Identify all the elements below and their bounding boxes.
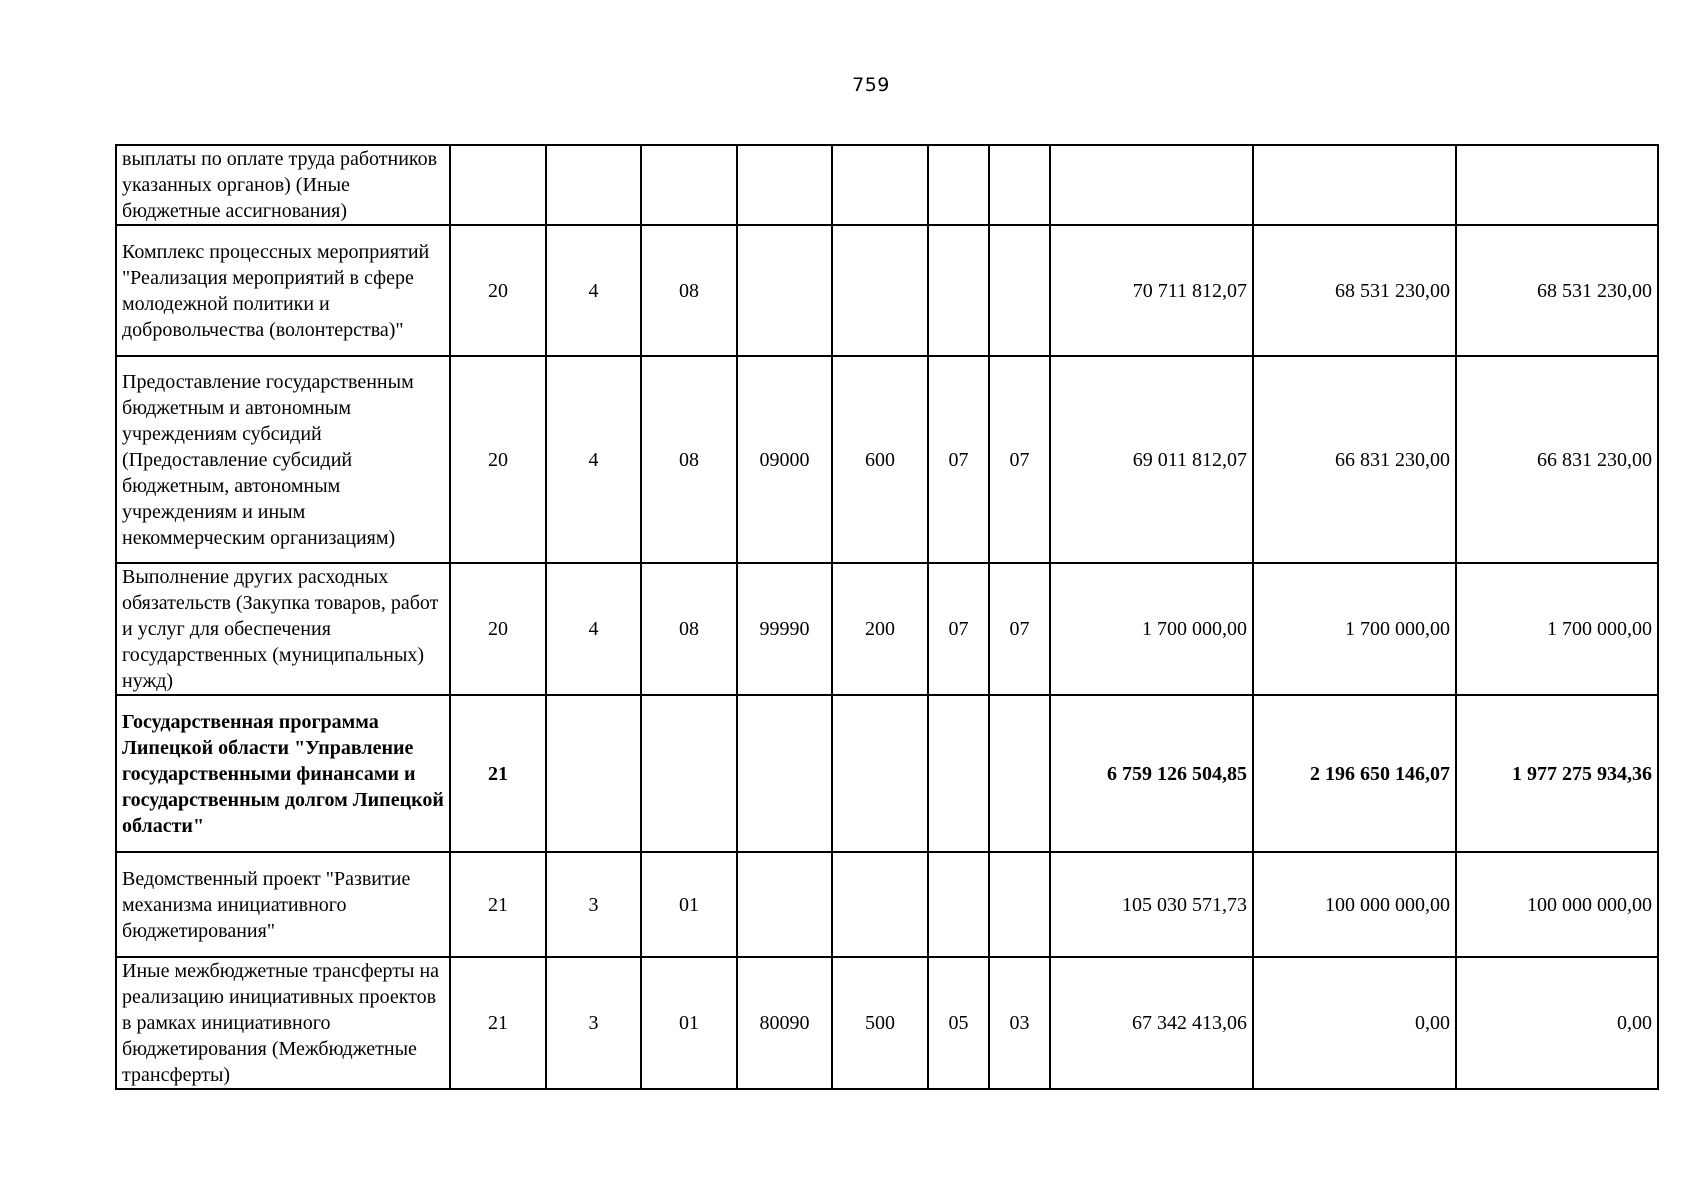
table-row: [116, 356, 1658, 563]
table-row: [116, 957, 1658, 1089]
section-code: [928, 695, 989, 852]
row-name: Иные межбюджетные трансферты на реализацию инициативных проектов в рамках инициативного бюджетирования (Межбюджетные трансферты): [116, 957, 450, 1089]
section-code: 07: [928, 563, 989, 695]
row-name: Выполнение других расходных обязательств (Закупка товаров, работ и услуг для обеспечения государственных (муниципальных) нужд): [116, 563, 450, 695]
section-code: [928, 145, 989, 225]
expense-type-code: [832, 145, 928, 225]
amount-year-2: 2 196 650 146,07: [1253, 695, 1456, 852]
row-name: Ведомственный проект "Развитие механизма инициативного бюджетирования": [116, 852, 450, 957]
subsection-code: 07: [989, 356, 1050, 563]
amount-year-3: 0,00: [1456, 957, 1658, 1089]
program-code: 21: [450, 695, 546, 852]
amount-year-1: 69 011 812,07: [1050, 356, 1253, 563]
table-row: [116, 852, 1658, 957]
event-code: 01: [641, 852, 737, 957]
section-code: 07: [928, 356, 989, 563]
expense-type-code: [832, 695, 928, 852]
table-row: [116, 563, 1658, 695]
program-code: [450, 145, 546, 225]
row-name: Предоставление государственным бюджетным и автономным учреждениям субсидий (Предоставление субсидий бюджетным, автономным учреждениям и иным некоммерческим организациям): [116, 356, 450, 563]
program-code: 21: [450, 852, 546, 957]
direction-code: 99990: [737, 563, 832, 695]
expense-type-code: [832, 852, 928, 957]
expense-type-code: 200: [832, 563, 928, 695]
expense-type-code: 500: [832, 957, 928, 1089]
subprogram-code: [546, 145, 641, 225]
event-code: 01: [641, 957, 737, 1089]
expense-type-code: [832, 225, 928, 356]
direction-code: [737, 695, 832, 852]
amount-year-3: [1456, 145, 1658, 225]
subsection-code: [989, 225, 1050, 356]
amount-year-2: 66 831 230,00: [1253, 356, 1456, 563]
subsection-code: [989, 695, 1050, 852]
subsection-code: [989, 145, 1050, 225]
section-code: [928, 225, 989, 356]
amount-year-2: 1 700 000,00: [1253, 563, 1456, 695]
amount-year-1: 1 700 000,00: [1050, 563, 1253, 695]
amount-year-3: 1 977 275 934,36: [1456, 695, 1658, 852]
direction-code: [737, 852, 832, 957]
amount-year-1: 105 030 571,73: [1050, 852, 1253, 957]
row-name: Государственная программа Липецкой области "Управление государственными финансами и государственным долгом Липецкой области": [116, 695, 450, 852]
subsection-code: 07: [989, 563, 1050, 695]
program-code: 20: [450, 563, 546, 695]
amount-year-2: 0,00: [1253, 957, 1456, 1089]
direction-code: [737, 225, 832, 356]
subsection-code: 03: [989, 957, 1050, 1089]
amount-year-3: 1 700 000,00: [1456, 563, 1658, 695]
amount-year-1: [1050, 145, 1253, 225]
amount-year-3: 100 000 000,00: [1456, 852, 1658, 957]
direction-code: 09000: [737, 356, 832, 563]
direction-code: 80090: [737, 957, 832, 1089]
amount-year-2: [1253, 145, 1456, 225]
program-code: 20: [450, 356, 546, 563]
event-code: 08: [641, 356, 737, 563]
direction-code: [737, 145, 832, 225]
program-code: 21: [450, 957, 546, 1089]
subprogram-code: 3: [546, 852, 641, 957]
page-number: 759: [852, 74, 890, 96]
amount-year-1: 6 759 126 504,85: [1050, 695, 1253, 852]
table-row: [116, 225, 1658, 356]
amount-year-3: 66 831 230,00: [1456, 356, 1658, 563]
amount-year-3: 68 531 230,00: [1456, 225, 1658, 356]
subprogram-code: [546, 695, 641, 852]
event-code: [641, 145, 737, 225]
event-code: [641, 695, 737, 852]
amount-year-1: 67 342 413,06: [1050, 957, 1253, 1089]
subsection-code: [989, 852, 1050, 957]
table-row: [116, 145, 1658, 225]
program-code: 20: [450, 225, 546, 356]
event-code: 08: [641, 225, 737, 356]
amount-year-2: 100 000 000,00: [1253, 852, 1456, 957]
subprogram-code: 4: [546, 225, 641, 356]
amount-year-2: 68 531 230,00: [1253, 225, 1456, 356]
event-code: 08: [641, 563, 737, 695]
subprogram-code: 4: [546, 563, 641, 695]
subprogram-code: 3: [546, 957, 641, 1089]
expense-type-code: 600: [832, 356, 928, 563]
row-name: выплаты по оплате труда работников указанных органов) (Иные бюджетные ассигнования): [116, 145, 450, 225]
budget-table: [115, 144, 1659, 1090]
section-code: [928, 852, 989, 957]
amount-year-1: 70 711 812,07: [1050, 225, 1253, 356]
section-code: 05: [928, 957, 989, 1089]
row-name: Комплекс процессных мероприятий "Реализация мероприятий в сфере молодежной политики и добровольчества (волонтерства)": [116, 225, 450, 356]
subprogram-code: 4: [546, 356, 641, 563]
table-row: [116, 695, 1658, 852]
